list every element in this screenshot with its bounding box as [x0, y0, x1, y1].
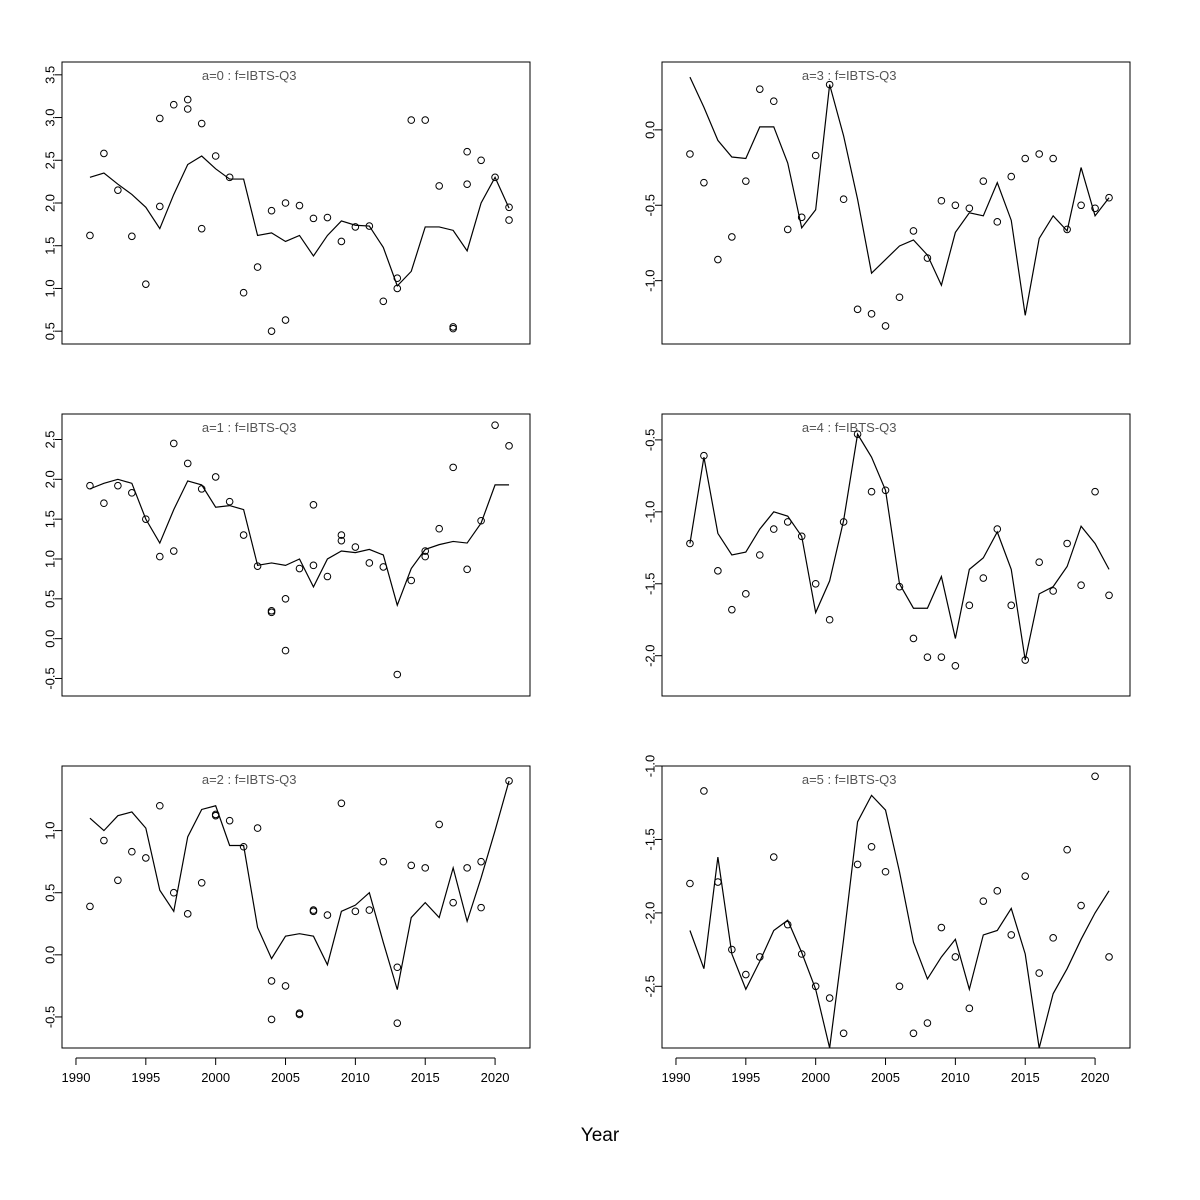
chart-panel-a3: [600, 0, 1200, 352]
svg-text:3.0: 3.0: [42, 108, 58, 127]
svg-text:a=1 : f=IBTS-Q3: a=1 : f=IBTS-Q3: [201, 420, 297, 435]
svg-text:-1.5: -1.5: [642, 828, 658, 851]
svg-text:-0.5: -0.5: [42, 667, 58, 690]
svg-text:-2.0: -2.0: [642, 901, 658, 925]
svg-text:-0.5: -0.5: [642, 194, 658, 217]
svg-text:1.5: 1.5: [42, 236, 58, 255]
svg-text:1.0: 1.0: [42, 279, 58, 298]
x-axis-label: Year: [580, 1125, 620, 1146]
svg-text:2015: 2015: [1010, 1070, 1040, 1085]
svg-text:3.5: 3.5: [42, 65, 58, 84]
svg-text:0.0: 0.0: [42, 945, 58, 964]
svg-text:2020: 2020: [480, 1070, 510, 1085]
svg-text:-2.0: -2.0: [642, 644, 658, 667]
svg-text:1995: 1995: [131, 1070, 161, 1085]
svg-text:2010: 2010: [940, 1070, 970, 1085]
svg-text:2000: 2000: [201, 1070, 231, 1085]
svg-text:0.0: 0.0: [42, 629, 58, 648]
svg-text:-0.5: -0.5: [42, 1005, 58, 1029]
svg-text:2015: 2015: [410, 1070, 440, 1085]
svg-text:2020: 2020: [1080, 1070, 1110, 1085]
svg-text:-1.0: -1.0: [642, 754, 658, 778]
svg-text:2000: 2000: [801, 1070, 831, 1085]
svg-text:1.5: 1.5: [42, 510, 58, 529]
chart-panel-a4: [600, 352, 1200, 704]
svg-text:-1.0: -1.0: [642, 269, 658, 292]
svg-text:1.0: 1.0: [42, 549, 58, 569]
svg-text:1990: 1990: [61, 1070, 91, 1085]
svg-text:2005: 2005: [271, 1070, 300, 1085]
svg-text:a=4 : f=IBTS-Q3: a=4 : f=IBTS-Q3: [801, 420, 897, 435]
svg-text:0.5: 0.5: [42, 589, 58, 608]
chart-panel-a5: [600, 704, 1200, 1124]
chart-panel-a2: [0, 704, 600, 1124]
svg-text:2005: 2005: [871, 1070, 900, 1085]
chart-panel-a0: [0, 0, 600, 352]
svg-text:1.0: 1.0: [42, 821, 58, 840]
svg-text:1995: 1995: [731, 1070, 761, 1085]
svg-text:a=3 : f=IBTS-Q3: a=3 : f=IBTS-Q3: [801, 68, 897, 83]
svg-text:-0.5: -0.5: [642, 428, 658, 452]
svg-text:2.0: 2.0: [42, 193, 58, 213]
svg-text:0.0: 0.0: [642, 120, 658, 139]
chart-panel-a1: [0, 352, 600, 704]
svg-text:2.5: 2.5: [42, 151, 58, 170]
svg-text:a=0 : f=IBTS-Q3: a=0 : f=IBTS-Q3: [201, 68, 297, 83]
svg-text:2010: 2010: [340, 1070, 370, 1085]
svg-text:0.5: 0.5: [42, 883, 58, 902]
svg-text:a=2 : f=IBTS-Q3: a=2 : f=IBTS-Q3: [201, 772, 297, 787]
svg-text:-2.5: -2.5: [642, 975, 658, 998]
svg-text:-1.5: -1.5: [642, 572, 658, 595]
svg-text:0.5: 0.5: [42, 322, 58, 341]
svg-text:-1.0: -1.0: [642, 500, 658, 524]
svg-text:2.5: 2.5: [42, 430, 58, 449]
svg-text:2.0: 2.0: [42, 470, 58, 489]
svg-text:a=5 : f=IBTS-Q3: a=5 : f=IBTS-Q3: [801, 772, 897, 787]
svg-text:1990: 1990: [661, 1070, 691, 1085]
